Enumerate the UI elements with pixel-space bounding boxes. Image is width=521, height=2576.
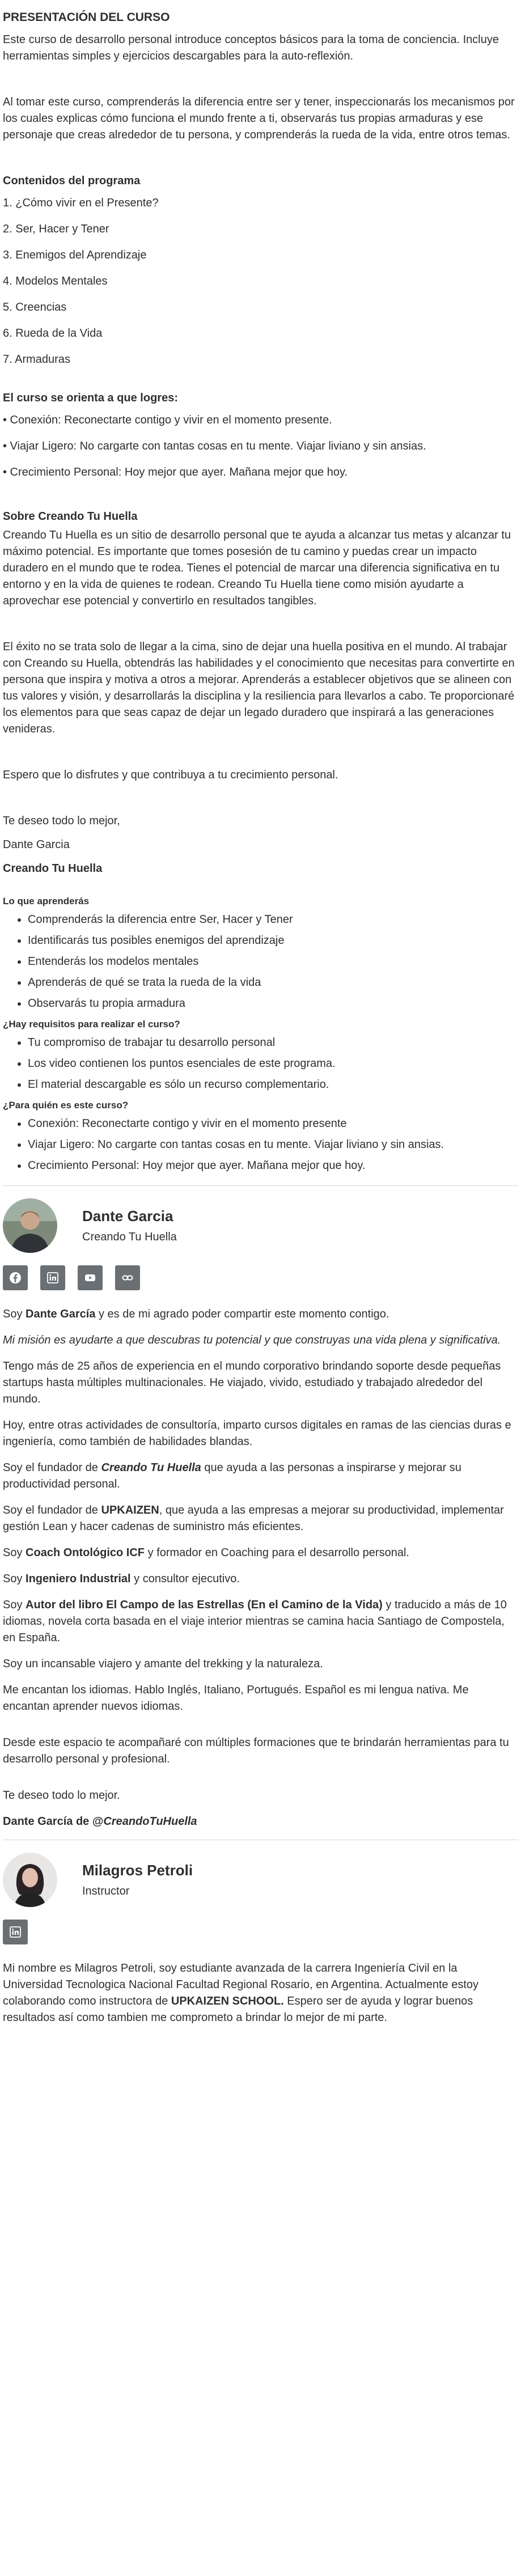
audience-list <box>3 1116 518 1173</box>
bio-paragraph: Me encantan los idiomas. Hablo Inglés, Italiano, Portugués. Español es mi lengua nativa. Me encantan aprender nuevos idiomas. <box>3 1684 469 1713</box>
requirements-list <box>3 1035 518 1092</box>
bio-paragraph <box>3 1597 518 1646</box>
instructor-name[interactable]: Milagros Petroli <box>82 1861 193 1879</box>
facebook-icon[interactable] <box>3 1265 28 1290</box>
avatar[interactable] <box>3 1853 57 1907</box>
instructor-bio <box>3 1960 518 2026</box>
bio-text: y consultor ejecutivo. <box>130 1573 240 1585</box>
instructor-bio <box>3 1306 518 1830</box>
about-paragraph-1: Creando Tu Huella es un sitio de desarrollo personal que te ayuda a alcanzar tus metas y alcanzar tu máximo potencial. Es importante que tomes posesión de tu camino y puedas crear un impacto duradero en el mundo que te rodea. Tienes el potencial de marcar una diferencia significativa en tu entorno y en la vida de quienes te rodean. Creando Tu Huella tiene como misión ayudarte a aprovechar ese potencial y convertirlo en resultados tangibles. <box>3 529 511 607</box>
bio-strong: Dante García <box>26 1308 96 1320</box>
list-item: • Identificarás tus posibles enemigos del aprendizaje <box>28 933 518 948</box>
linkedin-icon[interactable] <box>3 1920 28 1944</box>
avatar[interactable] <box>3 1198 57 1253</box>
bio-strong: UPKAIZEN <box>101 1504 159 1516</box>
bio-paragraph <box>3 1571 518 1587</box>
course-title: PRESENTACIÓN DEL CURSO <box>3 11 170 24</box>
goal-item: • Conexión: Reconectarte contigo y vivir en el momento presente. <box>3 414 332 426</box>
linkedin-icon[interactable] <box>40 1265 65 1290</box>
list-item: • Comprenderás la diferencia entre Ser, Hacer y Tener <box>28 912 518 927</box>
signoff-brand: Creando Tu Huella <box>3 862 103 875</box>
youtube-icon[interactable] <box>78 1265 103 1290</box>
bio-strong: Coach Ontológico ICF <box>26 1547 145 1559</box>
list-item: • Tu compromiso de trabajar tu desarrollo personal <box>28 1035 518 1050</box>
bio-paragraph: Soy un incansable viajero y amante del trekking y la naturaleza. <box>3 1658 323 1670</box>
bio-text: y formador en Coaching para el desarrollo personal. <box>145 1547 409 1559</box>
bio-paragraph: Te deseo todo lo mejor. <box>3 1789 120 1802</box>
social-links <box>3 1920 518 1944</box>
bio-paragraph <box>3 1460 518 1493</box>
list-item: • El material descargable es sólo un recurso complementario. <box>28 1077 518 1092</box>
course-description <box>3 9 518 1173</box>
bio-text: Soy <box>3 1547 26 1559</box>
instructor-header <box>3 1198 518 1253</box>
bio-paragraph <box>3 1306 518 1323</box>
divider <box>3 1185 518 1186</box>
bio-text: Soy <box>3 1599 26 1611</box>
bio-paragraph: Tengo más de 25 años de experiencia en el mundo corporativo brindando soporte desde pequeñas startups hasta múltiples multinacionales. He viajado, vivido, estudiado y trabajado alrededor del mundo. <box>3 1360 501 1405</box>
contents-item: 7. Armaduras <box>3 353 70 366</box>
intro-paragraph-1: Este curso de desarrollo personal introduce conceptos básicos para la toma de conciencia. Incluye herramientas simples y ejercicios descargables para la auto-reflexión. <box>3 33 499 62</box>
instructor-card-2 <box>3 1853 518 2026</box>
bio-text: Espero ser de ayuda y lograr buenos resultados así como tambien me comprometo a brindar lo mejor de mi parte. <box>3 1995 473 2024</box>
list-item: • Los video contienen los puntos esenciales de este programa. <box>28 1056 518 1071</box>
requirements-title: ¿Hay requisitos para realizar el curso? <box>3 1019 180 1029</box>
bio-paragraph <box>3 1960 518 2026</box>
learn-title: Lo que aprenderás <box>3 896 90 906</box>
contents-item: 5. Creencias <box>3 301 67 313</box>
goal-item: • Crecimiento Personal: Hoy mejor que ayer. Mañana mejor que hoy. <box>3 466 348 478</box>
goals-title: El curso se orienta a que logres: <box>3 392 178 404</box>
bio-text: Soy <box>3 1573 26 1585</box>
bio-mission: Mi misión es ayudarte a que descubras tu potencial y que construyas una vida plena y significativa. <box>3 1334 501 1346</box>
closing-text: Espero que lo disfrutes y que contribuya a tu crecimiento personal. <box>3 769 338 781</box>
instructor-header <box>3 1853 518 1907</box>
about-title: Sobre Creando Tu Huella <box>3 510 138 523</box>
social-links <box>3 1265 518 1290</box>
bio-signature <box>3 1814 518 1830</box>
list-item: • Viajar Ligero: No cargarte con tantas cosas en tu mente. Viajar liviano y sin ansias. <box>28 1137 518 1152</box>
learn-list <box>3 912 518 1011</box>
audience-title: ¿Para quién es este curso? <box>3 1100 129 1111</box>
bio-text: , que ayuda a las empresas a mejorar su productividad, implementar gestión Lean y hacer cadenas de suministro más eficientes. <box>3 1504 504 1533</box>
signoff-line: Te deseo todo lo mejor, <box>3 815 120 827</box>
list-item: • Observarás tu propia armadura <box>28 996 518 1011</box>
contents-title: Contenidos del programa <box>3 175 141 187</box>
bio-text: Soy el fundador de <box>3 1461 101 1474</box>
about-paragraph-2: El éxito no se trata solo de llegar a la cima, sino de dejar una huella positiva en el mundo. Al trabajar con Creando su Huella, obtendrás las habilidades y el conocimiento que necesitas para convertirte en persona que inspira y motiva a otros a mejorar. Aprenderás a establecer objetivos que se alineen con tus valores y visión, y desarrollarás la disciplina y la resiliencia para llevarlos a cabo. Te proporcionaré los elementos para que seas capaz de dejar un legado duradero que inspirará a las generaciones venideras. <box>3 641 515 735</box>
bio-text: que ayuda a las personas a inspirarse y mejorar su productividad personal. <box>3 1461 461 1490</box>
bio-text: Mi nombre es Milagros Petroli, soy estudiante avanzada de la carrera Ingeniería Civil en la Universidad Tecnologica Nacional Facultad Regional Rosario, en Argentina. Actualmente estoy colaborando como instructora de <box>3 1962 479 2007</box>
list-item: • Aprenderás de qué se trata la rueda de la vida <box>28 975 518 990</box>
contents-list <box>3 195 518 368</box>
instructor-card-1 <box>3 1198 518 1830</box>
bio-strong: Creando Tu Huella <box>101 1461 201 1474</box>
contents-item: 2. Ser, Hacer y Tener <box>3 223 109 235</box>
instructor-name[interactable]: Dante Garcia <box>82 1207 173 1225</box>
intro-paragraph-2: Al tomar este curso, comprenderás la diferencia entre ser y tener, inspeccionarás los mecanismos por los cuales explicas cómo funciona el mundo frente a ti, observarás tus propias armaduras y ese personaje que creas alrededor de tu persona, y comprenderás la rueda de la vida, entre otros temas. <box>3 96 515 141</box>
bio-strong: Ingeniero Industrial <box>26 1573 131 1585</box>
signoff-name: Dante Garcia <box>3 838 70 851</box>
list-item: • Conexión: Reconectarte contigo y vivir en el momento presente <box>28 1116 518 1131</box>
contents-item: 6. Rueda de la Vida <box>3 327 103 340</box>
bio-text: y traducido a más de 10 idiomas, novela corta basada en el viaje interior mientras se camina hacia Santiago de Compostela, en España. <box>3 1599 507 1644</box>
instructor-subtitle: Creando Tu Huella <box>82 1230 177 1243</box>
link-icon[interactable] <box>115 1265 140 1290</box>
list-item: • Entenderás los modelos mentales <box>28 954 518 969</box>
bio-handle: CreandoTuHuella <box>103 1815 197 1828</box>
bio-paragraph <box>3 1545 518 1561</box>
bio-strong: Autor del libro El Campo de las Estrellas (En el Camino de la Vida) <box>26 1599 383 1611</box>
bio-text: Soy <box>3 1308 26 1320</box>
bio-text: y es de mi agrado poder compartir este momento contigo. <box>95 1308 389 1320</box>
contents-item: 1. ¿Cómo vivir en el Presente? <box>3 197 159 209</box>
contents-item: 3. Enemigos del Aprendizaje <box>3 249 147 261</box>
bio-paragraph: Desde este espacio te acompañaré con múltiples formaciones que te brindarán herramientas para tu desarrollo personal y profesional. <box>3 1736 509 1765</box>
bio-text: Soy el fundador de <box>3 1504 101 1516</box>
bio-paragraph <box>3 1502 518 1535</box>
goal-item: • Viajar Ligero: No cargarte con tantas cosas en tu mente. Viajar liviano y sin ansias. <box>3 440 426 452</box>
bio-strong: Dante García de @ <box>3 1815 104 1828</box>
list-item: • Crecimiento Personal: Hoy mejor que ayer. Mañana mejor que hoy. <box>28 1158 518 1173</box>
contents-item: 4. Modelos Mentales <box>3 275 108 287</box>
bio-strong: UPKAIZEN SCHOOL. <box>171 1995 284 2007</box>
instructor-subtitle: Instructor <box>82 1884 130 1897</box>
bio-paragraph: Hoy, entre otras actividades de consultoría, imparto cursos digitales en ramas de las ciencias duras e ingeniería, como también de habilidades blandas. <box>3 1419 511 1448</box>
